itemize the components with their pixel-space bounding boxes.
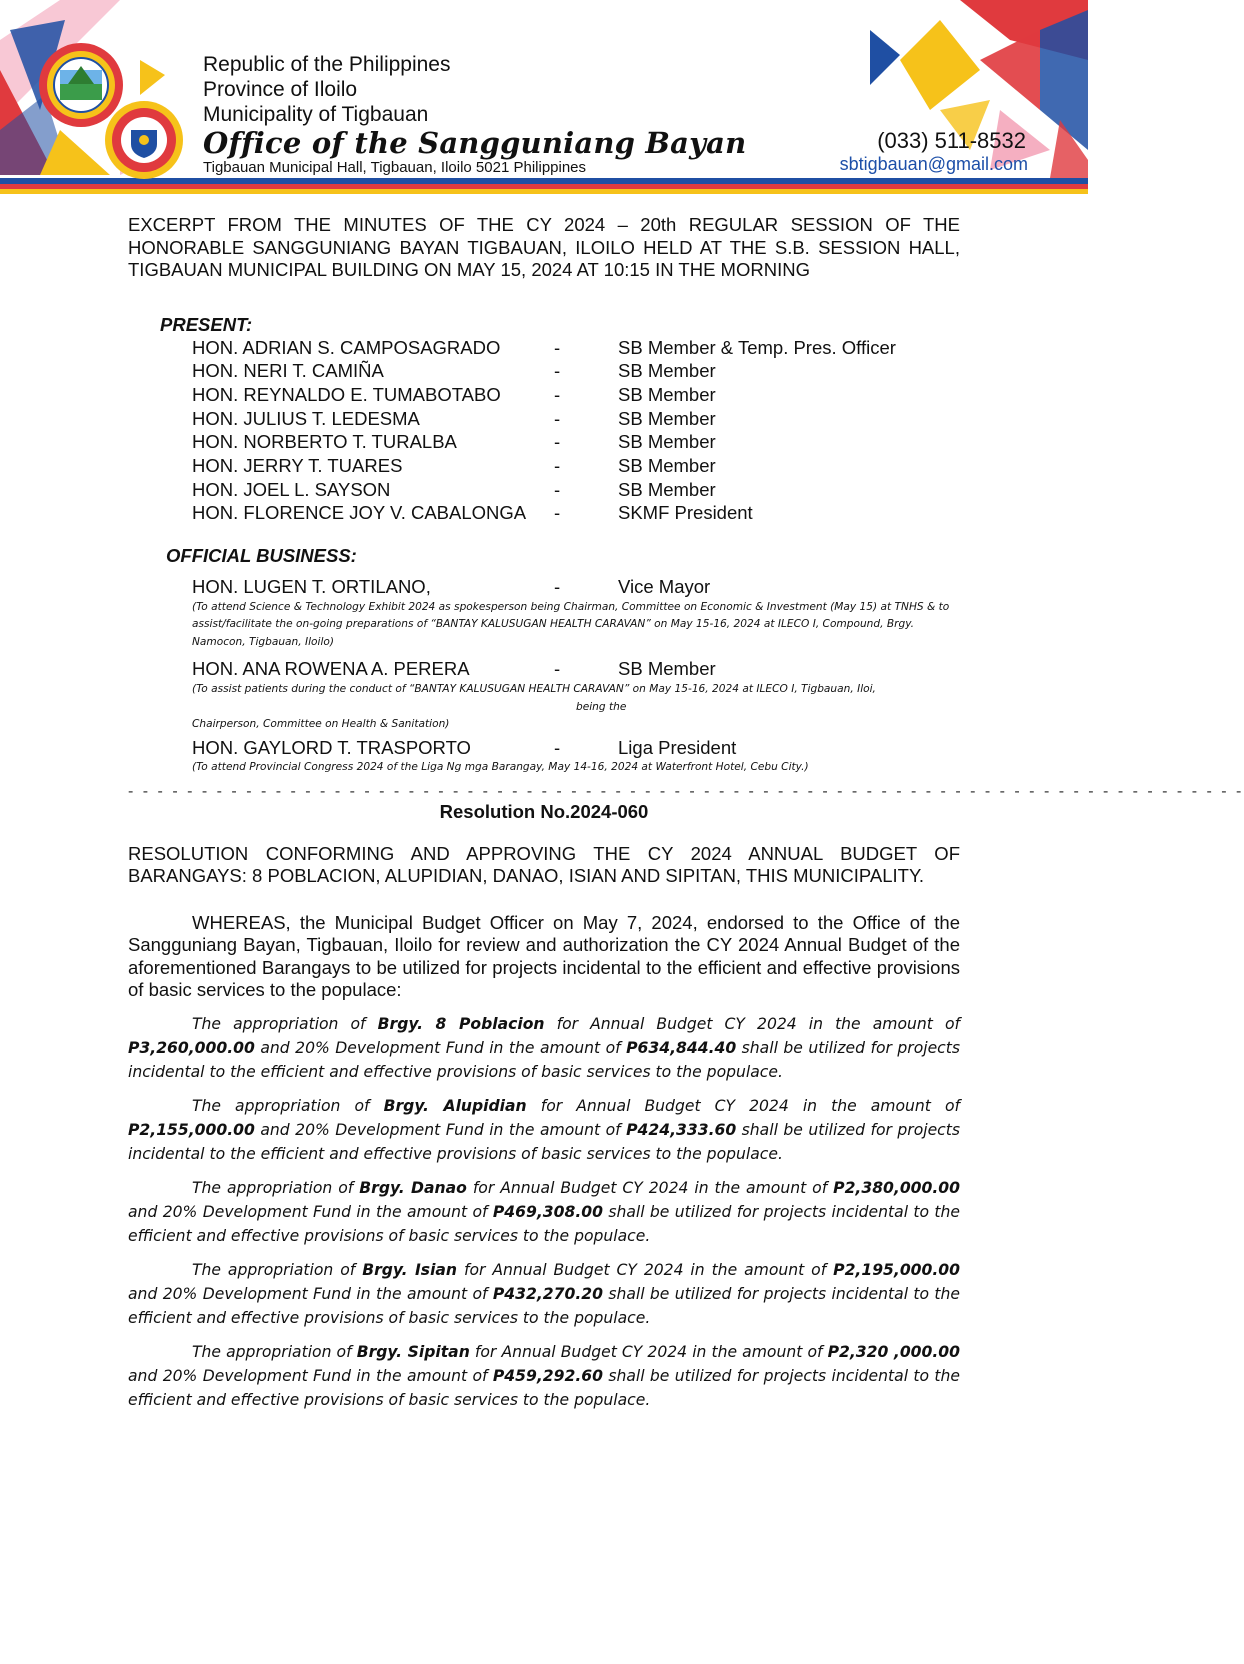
present-member-row bbox=[128, 359, 960, 383]
member-dash: - bbox=[554, 576, 561, 598]
member-dash: - bbox=[554, 502, 561, 524]
approp-dev-fund: P469,308.00 bbox=[492, 1202, 603, 1221]
member-role: Liga President bbox=[618, 736, 737, 758]
present-member-row bbox=[128, 383, 960, 407]
appropriation-paragraph bbox=[128, 1258, 960, 1330]
present-member-row bbox=[128, 478, 960, 502]
resolution-title: RESOLUTION CONFORMING AND APPROVING THE CY 2024 ANNUAL BUDGET OF BARANGAYS: 8 POBLACION, ALUPIDIAN, DANAO, ISIAN AND SIPITAN, THIS MUNICIPALITY. bbox=[128, 842, 960, 887]
whereas-clause: WHEREAS, the Municipal Budget Officer on May 7, 2024, endorsed to the Office of the Sangguniang Bayan, Tigbauan, Iloilo for review and authorization the CY 2024 Annual Budget of the aforementioned Barangays to be utilized for projects incidental to the efficient and effective provisions of basic services to the populace: bbox=[128, 911, 960, 1001]
approp-amount: P2,195,000.00 bbox=[833, 1260, 960, 1279]
member-role: Vice Mayor bbox=[618, 576, 711, 598]
approp-text: The appropriation of bbox=[192, 1342, 357, 1361]
present-member-row bbox=[128, 454, 960, 478]
appropriation-paragraph bbox=[128, 1340, 960, 1412]
present-member-row bbox=[128, 430, 960, 454]
approp-amount: P2,380,000.00 bbox=[833, 1178, 961, 1197]
approp-text: The appropriation of bbox=[192, 1260, 363, 1279]
appropriation-paragraph bbox=[128, 1176, 960, 1248]
member-name: HON. FLORENCE JOY V. CABALONGA bbox=[192, 502, 527, 524]
approp-dev-fund: P432,270.20 bbox=[492, 1284, 603, 1303]
ob-member-note: (To attend Science & Technology Exhibit 2024 as spokesperson being Chairman, Committee on Economic & Investment (May 15) at TNHS & to assist/facilitate the on-going preparations of “BANTAY KALUSUGAN HEALTH CARAVAN” on May 15-16, 2024 at ILECO I, Compound, Brgy. Namocon, Tigbauan, Iloilo) bbox=[192, 600, 950, 648]
present-list bbox=[128, 336, 960, 526]
letterhead bbox=[0, 0, 1088, 200]
approp-text: for Annual Budget CY 2024 in the amount of bbox=[457, 1260, 834, 1279]
approp-text: The appropriation of bbox=[192, 1178, 360, 1197]
member-role: SB Member bbox=[618, 360, 716, 382]
office-address: Tigbauan Municipal Hall, Tigbauan, Iloilo 5021 Philippines bbox=[203, 159, 587, 176]
member-name: HON. JULIUS T. LEDESMA bbox=[192, 407, 420, 429]
member-dash: - bbox=[554, 383, 561, 405]
present-member-row bbox=[128, 501, 960, 525]
official-business-heading: OFFICIAL BUSINESS: bbox=[166, 545, 357, 567]
approp-text: shall be utilized for projects incidental to the efficient and effective provisions of basic services to the populace. bbox=[128, 1202, 961, 1245]
approp-text: and 20% Development Fund in the amount of bbox=[254, 1120, 627, 1139]
approp-dev-fund: P424,333.60 bbox=[626, 1120, 737, 1139]
member-role: SB Member bbox=[618, 431, 716, 453]
approp-barangay: Brgy. Sipitan bbox=[356, 1342, 470, 1361]
approp-text: for Annual Budget CY 2024 in the amount of bbox=[526, 1096, 960, 1115]
member-name: HON. JOEL L. SAYSON bbox=[192, 478, 391, 500]
province-line: Province of Iloilo bbox=[203, 78, 358, 101]
approp-text: for Annual Budget CY 2024 in the amount of bbox=[469, 1342, 828, 1361]
approp-amount: P2,155,000.00 bbox=[128, 1120, 255, 1139]
appropriation-paragraph bbox=[128, 1012, 960, 1084]
approp-text: and 20% Development Fund in the amount of bbox=[128, 1284, 493, 1303]
resolution-number: Resolution No.2024-060 bbox=[439, 800, 649, 822]
official-business-list bbox=[128, 575, 960, 777]
member-dash: - bbox=[554, 407, 561, 429]
ob-member-note-continued: being the bbox=[576, 700, 627, 713]
approp-amount: P3,260,000.00 bbox=[128, 1038, 255, 1057]
minutes-excerpt-heading: EXCERPT FROM THE MINUTES OF THE CY 2024 – 20th REGULAR SESSION OF THE HONORABLE SANGGUNIANG BAYAN TIGBAUAN, ILOILO HELD AT THE S.B. SESSION HALL, TIGBAUAN MUNICIPAL BUILDING ON MAY 15, 2024 AT 10:15 IN THE MORNING bbox=[128, 214, 960, 280]
ob-member-row bbox=[128, 657, 960, 681]
approp-text: for Annual Budget CY 2024 in the amount of bbox=[544, 1014, 960, 1033]
member-role: SB Member bbox=[618, 383, 716, 405]
municipality-line: Municipality of Tigbauan bbox=[203, 103, 429, 126]
approp-dev-fund: P634,844.40 bbox=[626, 1038, 737, 1057]
member-role: SB Member & Temp. Pres. Officer bbox=[618, 336, 896, 358]
member-name: HON. GAYLORD T. TRASPORTO bbox=[192, 736, 471, 758]
member-dash: - bbox=[554, 431, 561, 453]
approp-text: shall be utilized for projects incidental to the efficient and effective provisions of basic services to the populace. bbox=[128, 1366, 961, 1409]
member-name: HON. NERI T. CAMIÑA bbox=[192, 360, 384, 382]
member-role: SB Member bbox=[618, 658, 716, 680]
approp-barangay: Brgy. Isian bbox=[362, 1260, 458, 1279]
member-dash: - bbox=[554, 658, 561, 680]
office-phone: (033) 511-8532 bbox=[877, 128, 1026, 153]
approp-text: The appropriation of bbox=[192, 1096, 384, 1115]
member-name: HON. ADRIAN S. CAMPOSAGRADO bbox=[192, 336, 501, 358]
member-dash: - bbox=[554, 360, 561, 382]
present-member-row bbox=[128, 407, 960, 431]
approp-text: shall be utilized for projects incidental to the efficient and effective provisions of basic services to the populace. bbox=[128, 1120, 960, 1163]
approp-dev-fund: P459,292.60 bbox=[492, 1366, 603, 1385]
member-role: SB Member bbox=[618, 478, 716, 500]
approp-text: for Annual Budget CY 2024 in the amount of bbox=[466, 1178, 834, 1197]
letterhead-text bbox=[203, 52, 746, 176]
approp-amount: P2,320 ,000.00 bbox=[827, 1342, 960, 1361]
country-line: Republic of the Philippines bbox=[203, 53, 451, 76]
appropriation-paragraph bbox=[128, 1094, 960, 1166]
ob-member-note-end: Chairperson, Committee on Health & Sanitation) bbox=[192, 718, 450, 731]
approp-text: and 20% Development Fund in the amount of bbox=[254, 1038, 627, 1057]
approp-text: shall be utilized for projects incidental to the efficient and effective provisions of basic services to the populace. bbox=[128, 1038, 960, 1081]
member-name: HON. ANA ROWENA A. PERERA bbox=[192, 658, 470, 680]
approp-text: and 20% Development Fund in the amount of bbox=[128, 1366, 493, 1385]
present-member-row bbox=[128, 336, 960, 360]
ob-member-note: (To assist patients during the conduct of “BANTAY KALUSUGAN HEALTH CARAVAN” on May 15-16, 2024 at ILECO I, Tigbauan, Iloi, bbox=[192, 683, 876, 696]
approp-barangay: Brgy. Alupidian bbox=[383, 1096, 527, 1115]
member-name: HON. JERRY T. TUARES bbox=[192, 455, 403, 477]
approp-text: shall be utilized for projects incidental to the efficient and effective provisions of basic services to the populace. bbox=[128, 1284, 961, 1327]
present-heading: PRESENT: bbox=[160, 313, 253, 335]
office-title: Office of the Sangguniang Bayan bbox=[203, 126, 747, 160]
member-name: HON. REYNALDO E. TUMABOTABO bbox=[192, 383, 501, 405]
member-name: HON. LUGEN T. ORTILANO, bbox=[192, 576, 431, 598]
member-role: SB Member bbox=[618, 407, 716, 429]
member-dash: - bbox=[554, 455, 561, 477]
sangguniang-bayan-seal-icon bbox=[104, 100, 184, 180]
member-name: HON. NORBERTO T. TURALBA bbox=[192, 431, 457, 453]
member-dash: - bbox=[554, 478, 561, 500]
approp-text: and 20% Development Fund in the amount of bbox=[128, 1202, 493, 1221]
section-separator: - - - - - - - - - - - - - - - - - - - - - - - - - - - - - - - - - - - - - - - - - - - - - - - - - - - - - - - - - - - - - - - - - - - - - - - - - - - - bbox=[128, 782, 1244, 800]
member-role: SKMF President bbox=[618, 502, 753, 524]
office-email[interactable]: sbtigbauan@gmail.com bbox=[839, 154, 1028, 174]
member-role: SB Member bbox=[618, 455, 716, 477]
approp-barangay: Brgy. Danao bbox=[359, 1178, 467, 1197]
approp-barangay: Brgy. 8 Poblacion bbox=[377, 1014, 545, 1033]
ob-member-row bbox=[128, 736, 960, 760]
approp-text: The appropriation of bbox=[192, 1014, 378, 1033]
document-body bbox=[128, 214, 1244, 1412]
member-dash: - bbox=[554, 336, 561, 358]
ob-member-row bbox=[128, 575, 960, 599]
ob-member-note: (To attend Provincial Congress 2024 of the Liga Ng mga Barangay, May 14-16, 2024 at Waterfront Hotel, Cebu City.) bbox=[192, 761, 809, 774]
member-dash: - bbox=[554, 736, 561, 758]
